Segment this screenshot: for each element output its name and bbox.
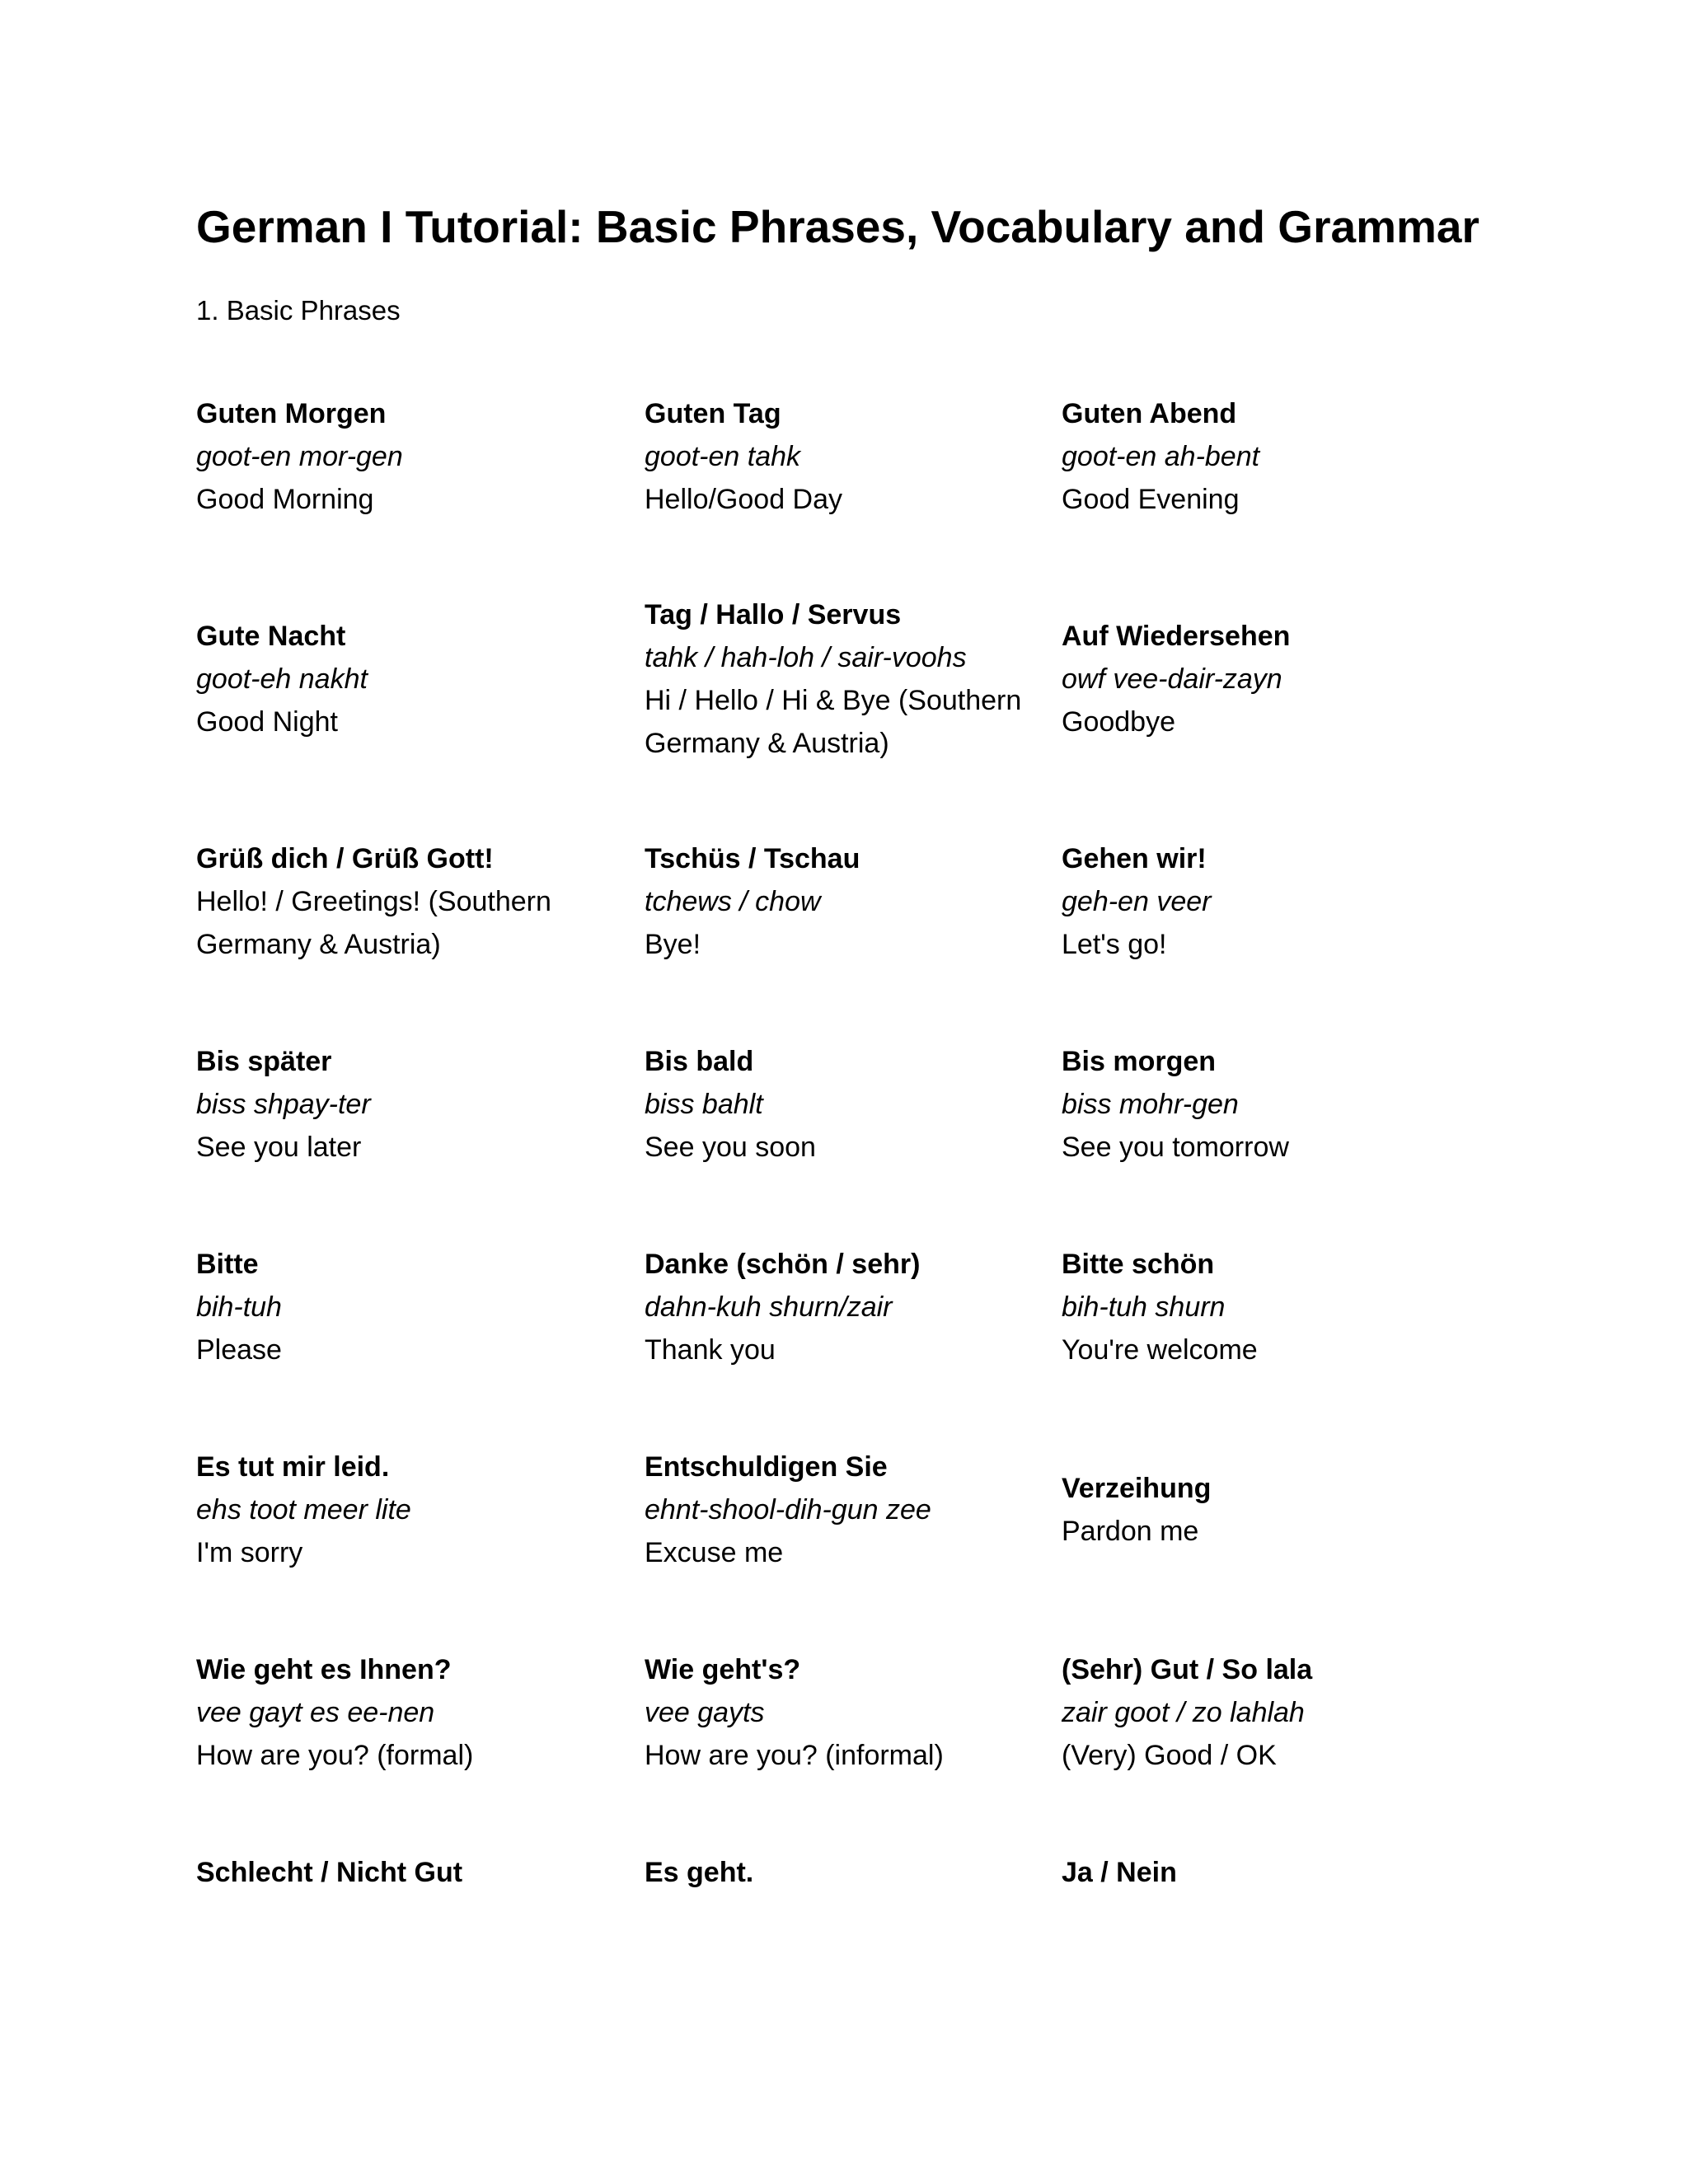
section-heading: 1. Basic Phrases [196, 295, 401, 326]
phrase-entry [645, 392, 1040, 521]
german-phrase: Entschuldigen Sie [645, 1451, 888, 1483]
german-phrase: Gute Nacht [196, 621, 346, 652]
english-translation: See you later [196, 1132, 362, 1163]
phrase-entry [645, 1243, 1040, 1371]
pronunciation: ehs toot meer lite [196, 1494, 411, 1526]
german-phrase: Bitte [196, 1249, 259, 1280]
pronunciation: vee gayt es ee-nen [196, 1697, 435, 1728]
phrase-entry [196, 1040, 592, 1169]
english-translation: You're welcome [1062, 1334, 1258, 1366]
phrase-entry [196, 392, 592, 521]
german-phrase: Wie geht's? [645, 1654, 801, 1685]
english-translation: See you tomorrow [1062, 1132, 1289, 1163]
english-translation: Thank you [645, 1334, 776, 1366]
pronunciation: geh-en veer [1062, 886, 1212, 917]
pronunciation: goot-en tahk [645, 441, 801, 472]
german-phrase: (Sehr) Gut / So lala [1062, 1654, 1313, 1685]
page-title: German I Tutorial: Basic Phrases, Vocabulary and Grammar [196, 201, 1479, 252]
phrase-entry [1062, 1648, 1490, 1777]
german-phrase: Verzeihung [1062, 1473, 1212, 1504]
german-phrase: Guten Morgen [196, 398, 387, 429]
german-phrase: Ja / Nein [1062, 1857, 1177, 1888]
english-translation: Good Night [196, 706, 338, 738]
german-phrase: Bitte schön [1062, 1249, 1215, 1280]
english-translation: How are you? (informal) [645, 1740, 944, 1771]
pronunciation: ehnt-shool-dih-gun zee [645, 1494, 931, 1526]
english-translation: Good Evening [1062, 484, 1240, 515]
english-translation: Excuse me [645, 1537, 784, 1568]
german-phrase: Guten Tag [645, 398, 781, 429]
german-phrase: Tag / Hallo / Servus [645, 599, 902, 630]
pronunciation: biss bahlt [645, 1089, 763, 1120]
phrase-entry [196, 1446, 592, 1574]
phrase-entry [645, 1446, 1040, 1574]
english-translation: See you soon [645, 1132, 816, 1163]
pronunciation: tahk / hah-loh / sair-voohs [645, 642, 967, 673]
pronunciation: goot-eh nakht [196, 663, 368, 695]
phrase-entry [1062, 392, 1490, 521]
phrase-entry [196, 1648, 592, 1777]
english-translation: (Very) Good / OK [1062, 1740, 1277, 1771]
phrase-entry [645, 1648, 1040, 1777]
pronunciation: tchews / chow [645, 886, 821, 917]
german-phrase: Gehen wir! [1062, 843, 1207, 874]
phrase-entry [645, 1851, 1040, 1894]
pronunciation: bih-tuh [196, 1291, 282, 1323]
phrase-entry [196, 1851, 592, 1894]
pronunciation: biss mohr-gen [1062, 1089, 1239, 1120]
german-phrase: Danke (schön / sehr) [645, 1249, 921, 1280]
phrase-entry [645, 593, 1040, 765]
german-phrase: Wie geht es Ihnen? [196, 1654, 452, 1685]
pronunciation: owf vee-dair-zayn [1062, 663, 1282, 695]
pronunciation: biss shpay-ter [196, 1089, 371, 1120]
english-translation: Hello/Good Day [645, 484, 843, 515]
german-phrase: Schlecht / Nicht Gut [196, 1857, 463, 1888]
phrase-entry [645, 1040, 1040, 1169]
english-translation: Hi / Hello / Hi & Bye (Southern Germany & Austria) [645, 685, 1022, 759]
english-translation: Good Morning [196, 484, 374, 515]
phrase-entry [1062, 1040, 1490, 1169]
phrase-entry [196, 615, 592, 743]
phrase-entry [1062, 615, 1490, 743]
phrase-entry [645, 837, 1040, 966]
german-phrase: Bis später [196, 1046, 332, 1077]
english-translation: Please [196, 1334, 282, 1366]
pronunciation: dahn-kuh shurn/zair [645, 1291, 893, 1323]
phrase-entry [196, 1243, 592, 1371]
german-phrase: Guten Abend [1062, 398, 1237, 429]
english-translation: Pardon me [1062, 1516, 1199, 1547]
german-phrase: Es geht. [645, 1857, 754, 1888]
phrase-entry [1062, 1851, 1490, 1894]
german-phrase: Bis morgen [1062, 1046, 1217, 1077]
german-phrase: Bis bald [645, 1046, 754, 1077]
english-translation: I'm sorry [196, 1537, 303, 1568]
phrase-entry [1062, 837, 1490, 966]
phrase-entry [1062, 1467, 1490, 1553]
german-phrase: Auf Wiedersehen [1062, 621, 1291, 652]
phrase-entry [1062, 1243, 1490, 1371]
german-phrase: Tschüs / Tschau [645, 843, 860, 874]
phrase-entry [196, 837, 592, 966]
english-translation: How are you? (formal) [196, 1740, 474, 1771]
english-translation: Goodbye [1062, 706, 1175, 738]
pronunciation: goot-en ah-bent [1062, 441, 1260, 472]
german-phrase: Es tut mir leid. [196, 1451, 390, 1483]
german-phrase: Grüß dich / Grüß Gott! [196, 843, 494, 874]
english-translation: Hello! / Greetings! (Southern Germany & Austria) [196, 886, 551, 960]
english-translation: Bye! [645, 929, 701, 960]
pronunciation: bih-tuh shurn [1062, 1291, 1226, 1323]
english-translation: Let's go! [1062, 929, 1167, 960]
pronunciation: vee gayts [645, 1697, 765, 1728]
pronunciation: zair goot / zo lahlah [1062, 1697, 1305, 1728]
pronunciation: goot-en mor-gen [196, 441, 403, 472]
